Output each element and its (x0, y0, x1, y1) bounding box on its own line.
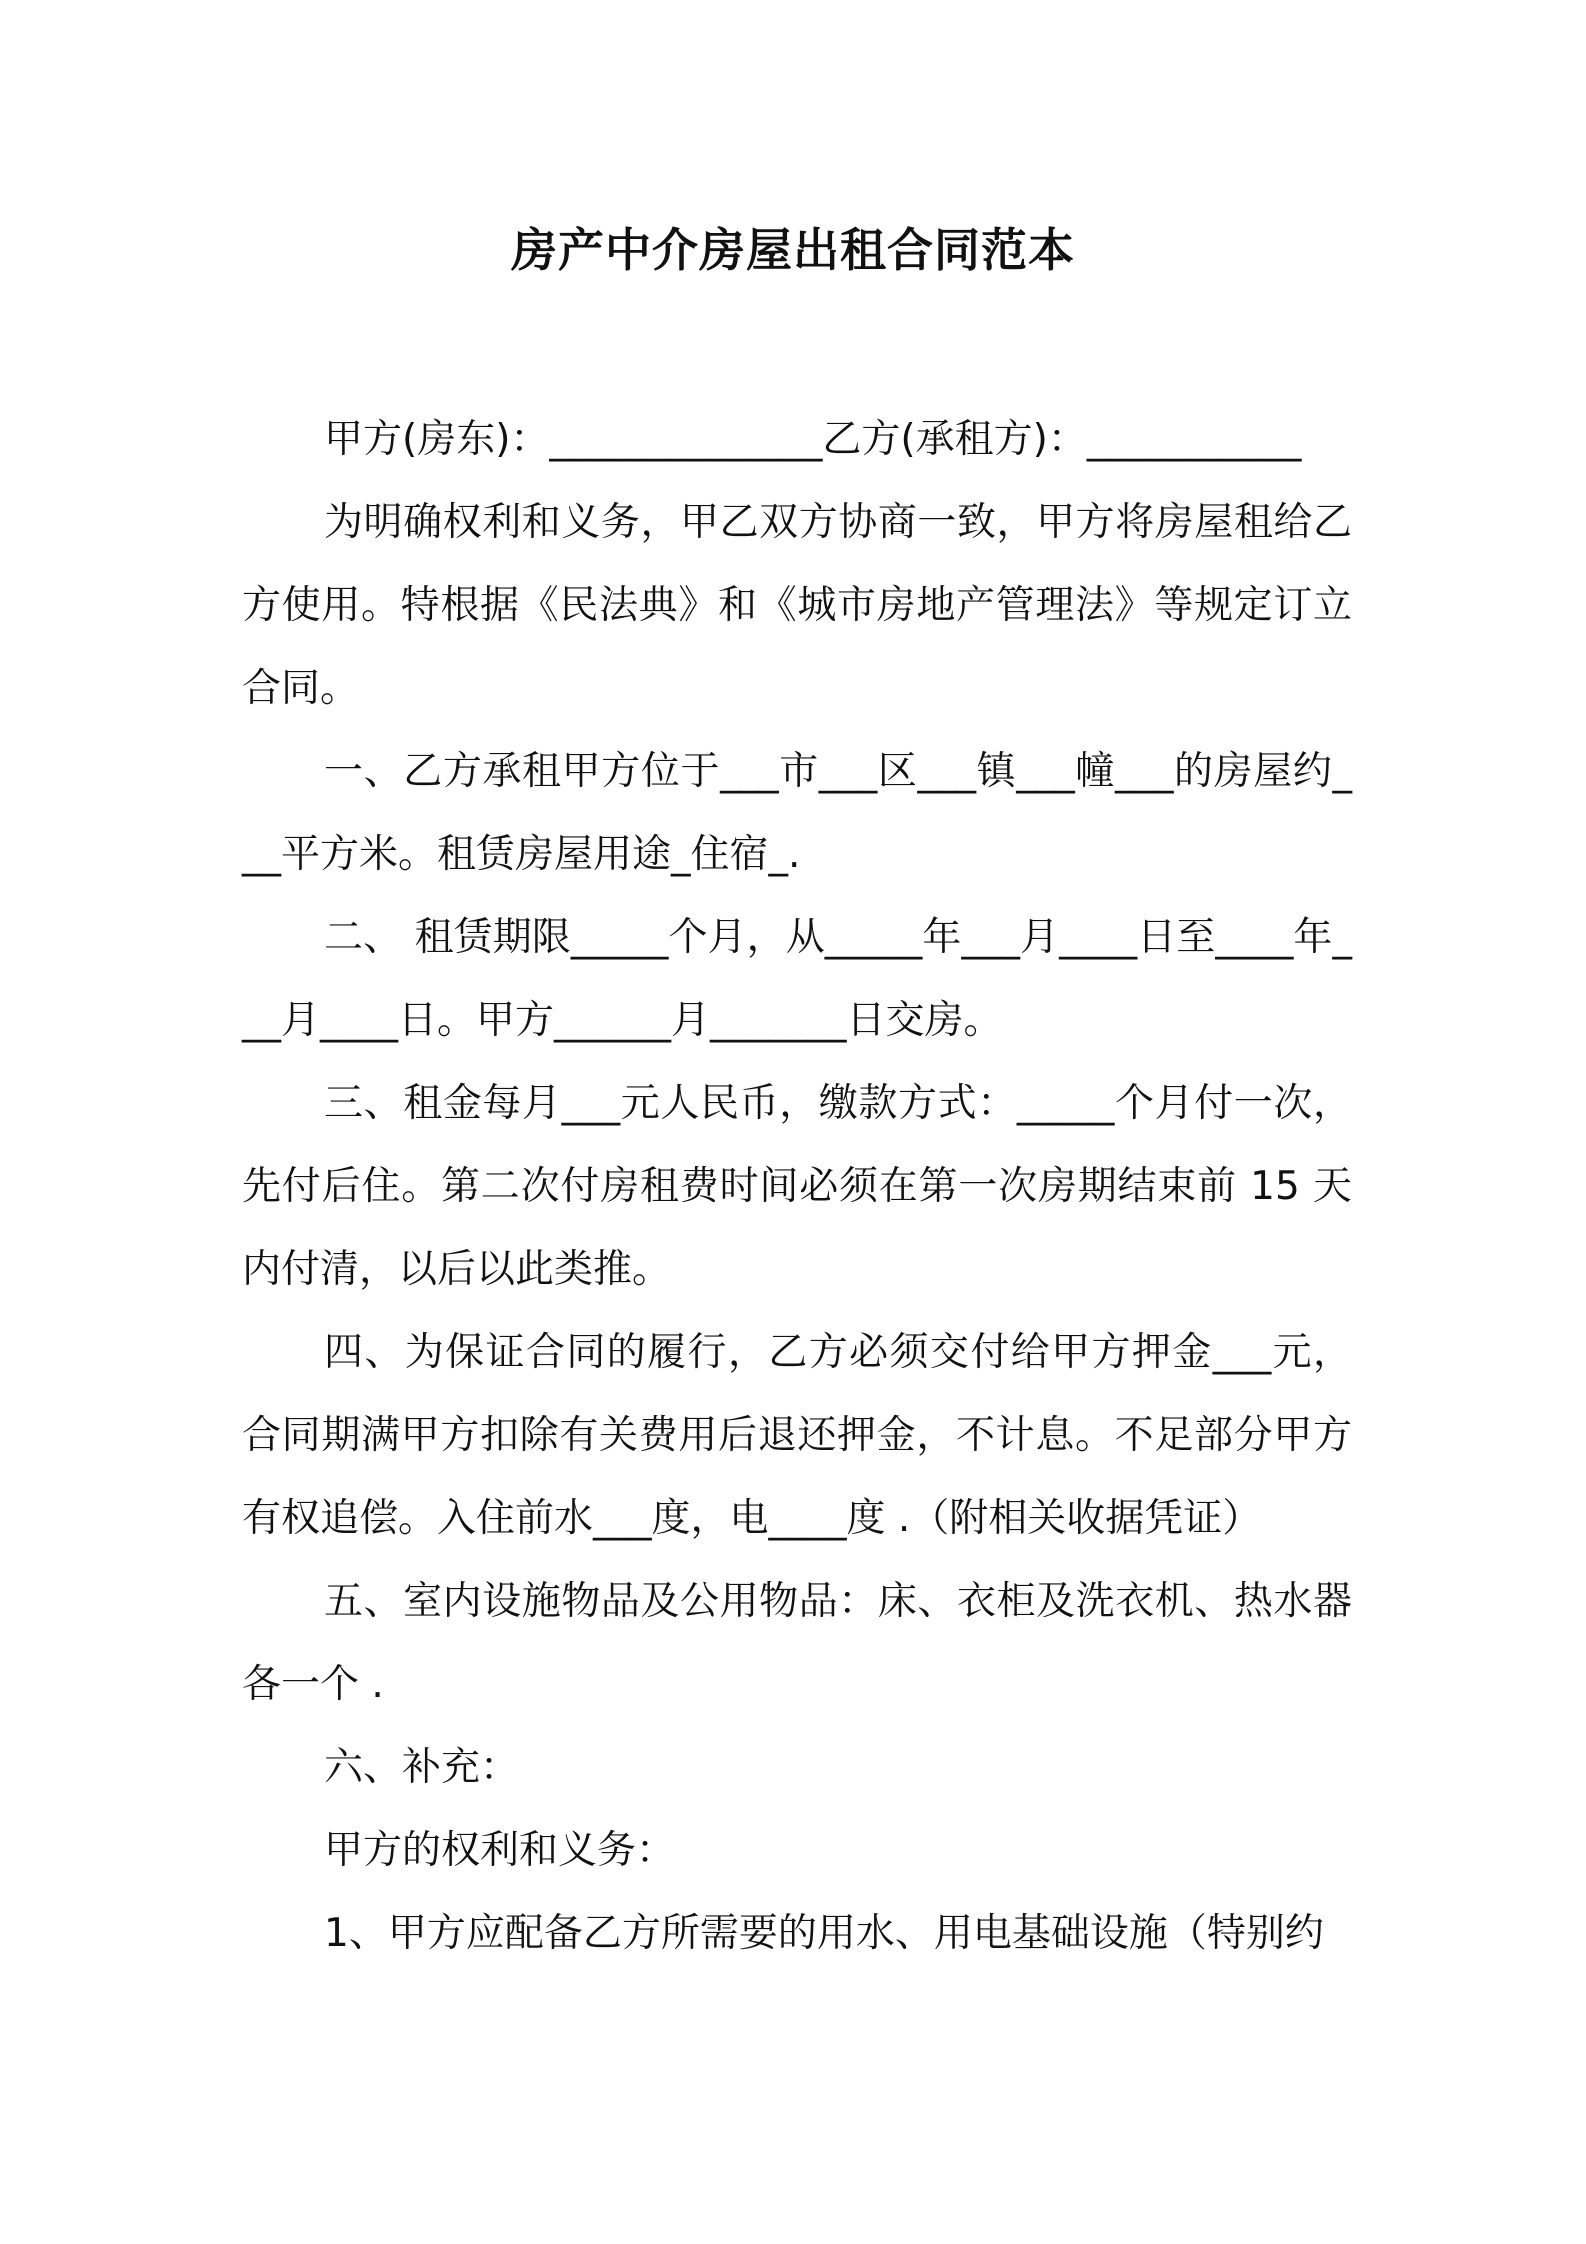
preamble-paragraph: 为明确权利和义务，甲乙双方协商一致，甲方将房屋租给乙方使用。特根据《民法典》和《城市房地产管理法》等规定订立合同。 (242, 500, 1352, 711)
document-title: 房产中介房屋出租合同范本 (511, 223, 1075, 277)
party-a-duty-1: 1、甲方应配备乙方所需要的用水、用电基础设施（特别约 (324, 1911, 1324, 1956)
clause-3-rent: 三、租金每月___元人民币，缴款方式：_____个月付一次，先付后住。第二次付房租费时间必须在第一次房期结束前 15 天内付清，以后以此类推。 (242, 1081, 1352, 1292)
parties-line: 甲方(房东)：______________乙方(承租方)：___________ (324, 417, 1302, 462)
clause-4-deposit: 四、为保证合同的履行，乙方必须交付给甲方押金___元，合同期满甲方扣除有关费用后退还押金，不计息。不足部分甲方有权追偿。入住前水___度，电____度 .（附相关收据凭证） (242, 1330, 1352, 1541)
clause-2-term: 二、 租赁期限_____个月，从_____年___月____日至____年___月____日。甲方______月_______日交房。 (242, 915, 1352, 1043)
clause-5-facilities: 五、室内设施物品及公用物品：床、衣柜及洗衣机、热水器各一个 . (242, 1579, 1352, 1707)
party-a-duties-heading: 甲方的权利和义务： (324, 1828, 676, 1873)
document-body (242, 398, 1352, 1975)
clause-6-supplement: 六、补充： (324, 1745, 520, 1790)
clause-1-premises: 一、乙方承租甲方位于___市___区___镇___幢___的房屋约___平方米。租赁房屋用途_住宿_. (242, 749, 1352, 877)
